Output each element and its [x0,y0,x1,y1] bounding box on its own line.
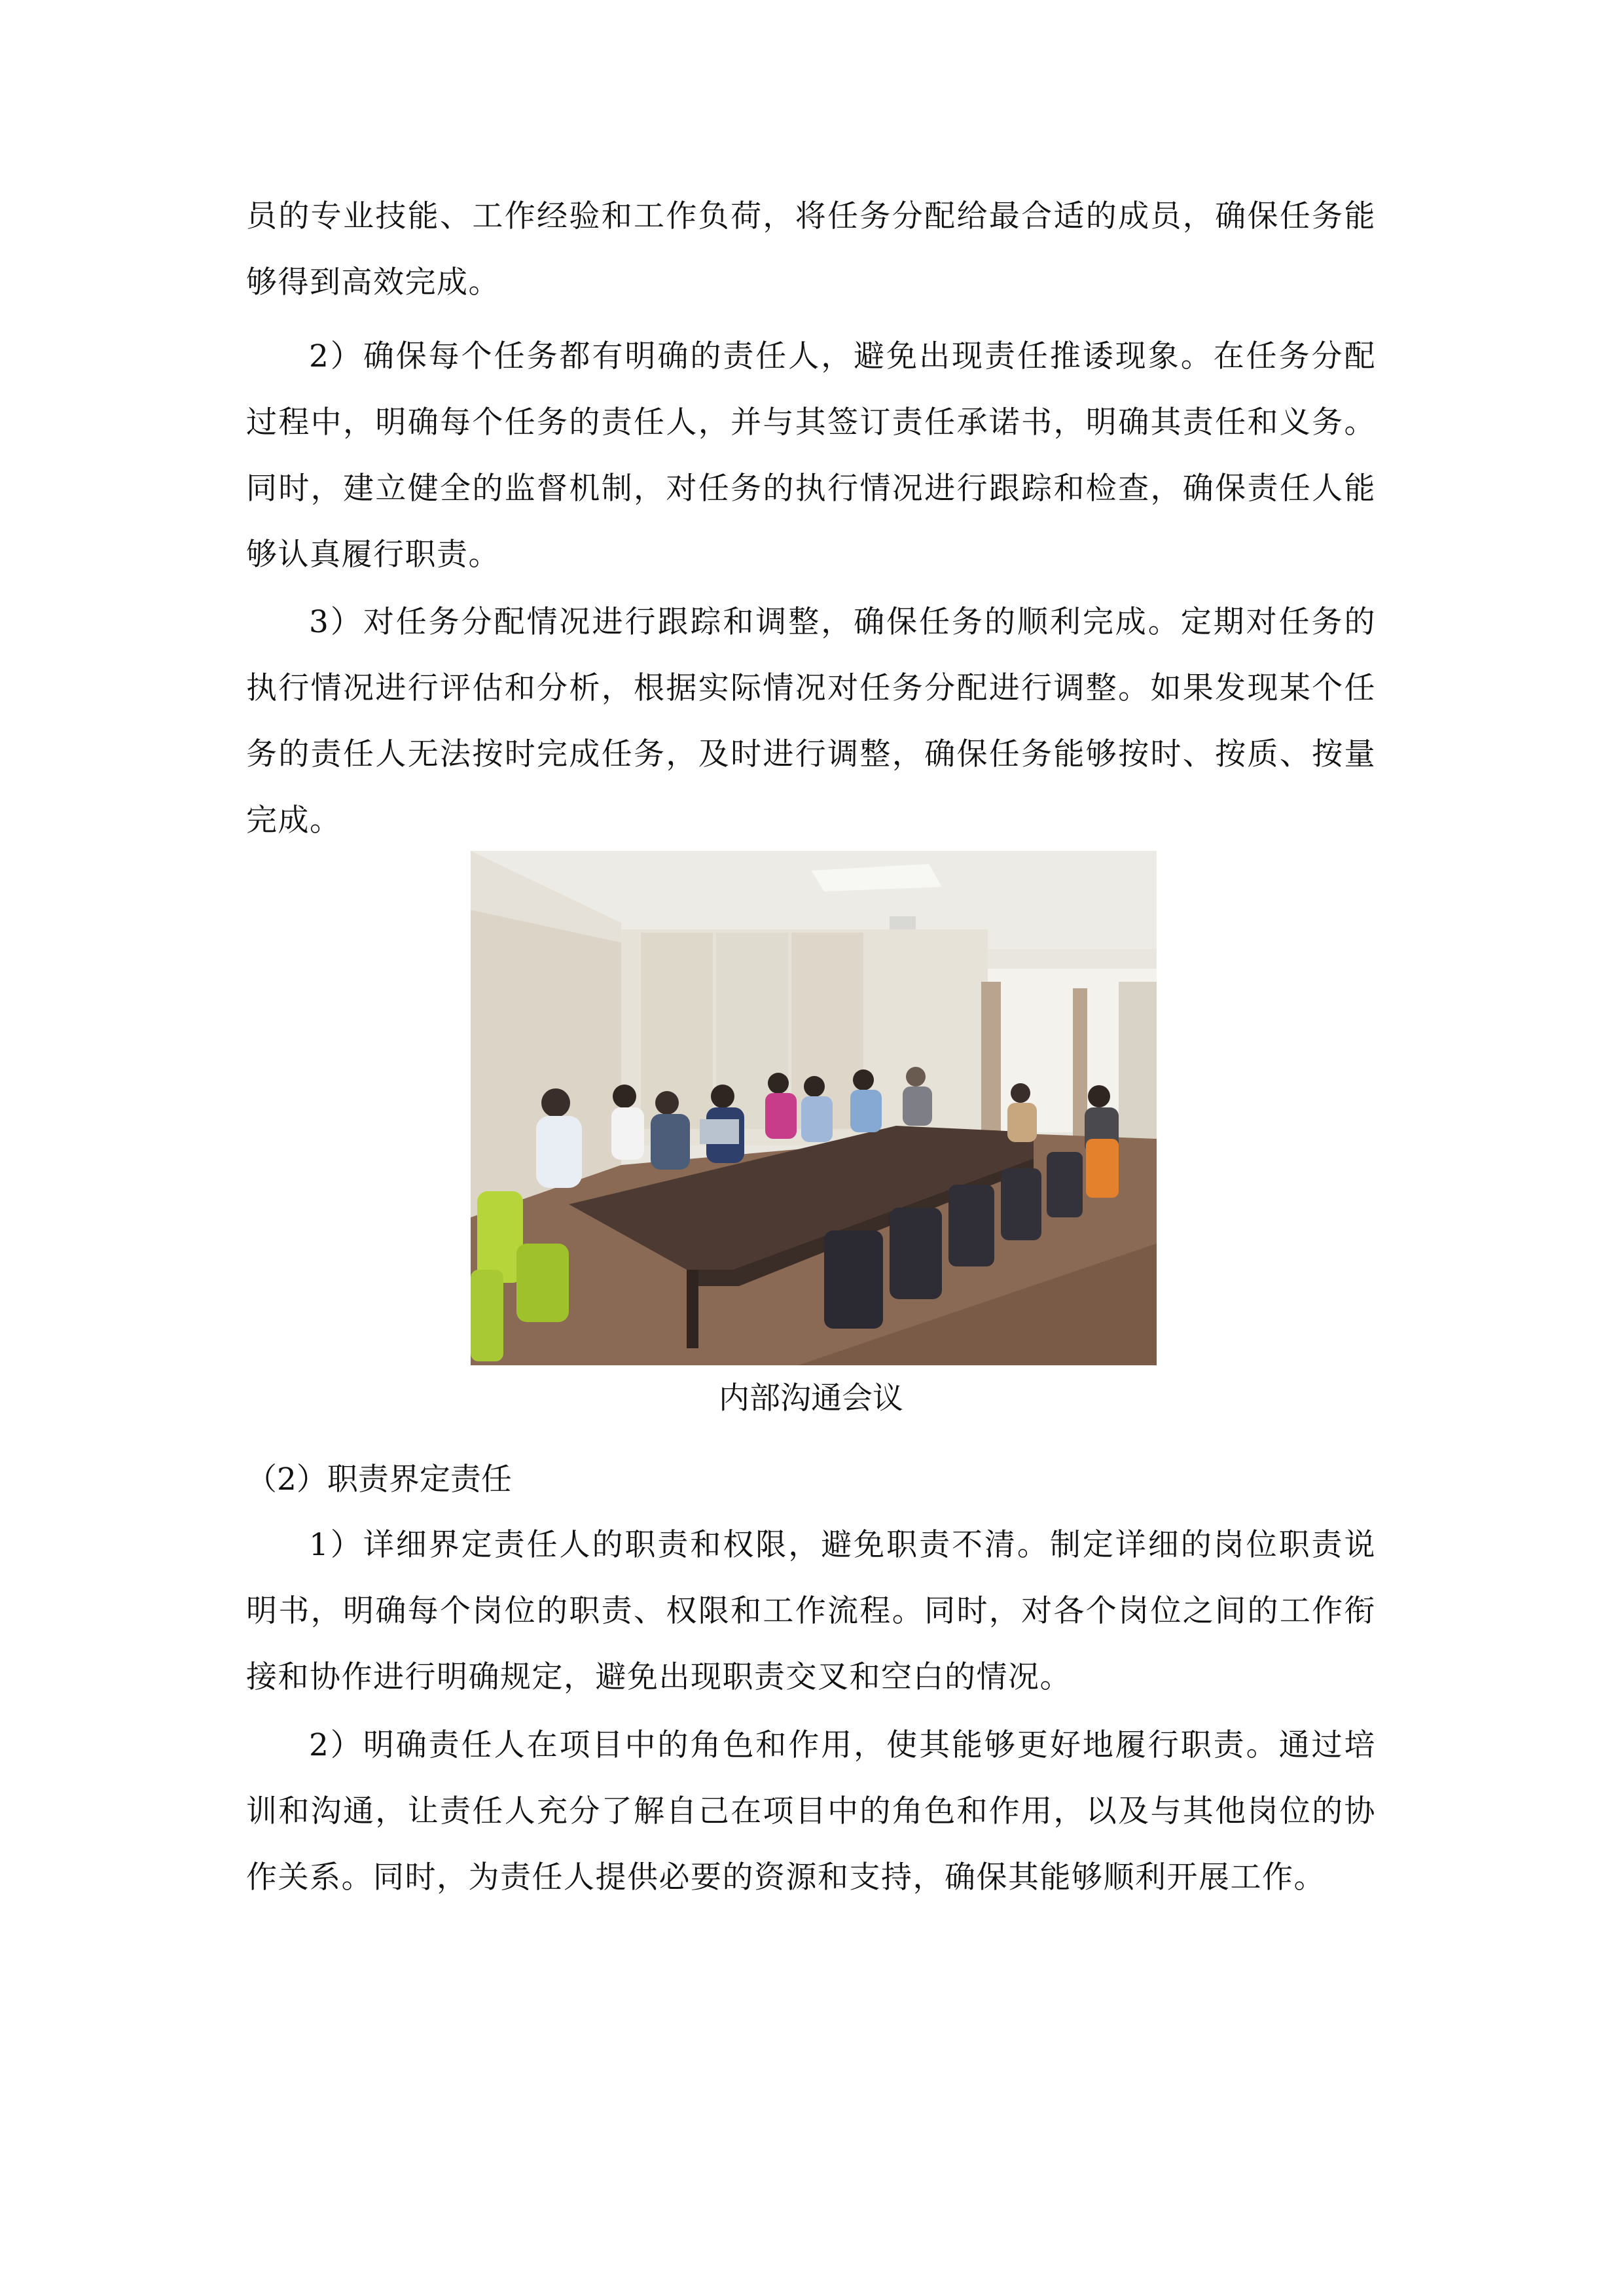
paragraph-item-1: 1）详细界定责任人的职责和权限，避免职责不清。制定详细的岗位职责说明书，明确每个岗位的职责、权限和工作流程。同时，对各个岗位之间的工作衔接和协作进行明确规定，避免出现职责交叉和空白的情况。 [246,1527,1376,1695]
paragraph-item-2b: 2）明确责任人在项目中的角色和作用，使其能够更好地履行职责。通过培训和沟通，让责任人充分了解自己在项目中的角色和作用，以及与其他岗位的协作关系。同时，为责任人提供必要的资源和支持，确保其能够顺利开展工作。 [246,1727,1376,1895]
section-heading: （2）职责界定责任 [246,1462,512,1498]
figure-caption: 内部沟通会议 [719,1380,903,1416]
paragraph-item-3: 3）对任务分配情况进行跟踪和调整，确保任务的顺利完成。定期对任务的执行情况进行评估和分析，根据实际情况对任务分配进行调整。如果发现某个任务的责任人无法按时完成任务，及时进行调整，确保任务能够按时、按质、按量完成。 [246,604,1376,838]
paragraph-item-2: 2）确保每个任务都有明确的责任人，避免出现责任推诿现象。在任务分配过程中，明确每个任务的责任人，并与其签订责任承诺书，明确其责任和义务。同时，建立健全的监督机制，对任务的执行情况进行跟踪和检查，确保责任人能够认真履行职责。 [246,338,1376,573]
paragraph-continuation: 员的专业技能、工作经验和工作负荷，将任务分配给最合适的成员，确保任务能够得到高效完成。 [246,198,1376,300]
meeting-room-photo [471,851,1157,1365]
